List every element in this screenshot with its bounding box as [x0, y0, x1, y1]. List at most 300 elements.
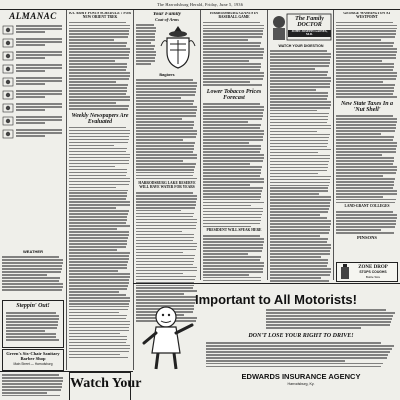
text-line	[270, 101, 331, 103]
text-line	[136, 204, 196, 206]
bottom-left-text	[2, 374, 64, 396]
text-line	[203, 223, 260, 225]
text-line	[206, 354, 388, 356]
text-line	[136, 30, 156, 32]
text-line	[69, 145, 114, 147]
text-line	[69, 249, 117, 251]
text-line	[203, 136, 263, 138]
text-line	[203, 103, 260, 105]
text-line	[336, 33, 396, 35]
text-line	[203, 166, 262, 168]
text-line	[6, 336, 56, 338]
text-line	[6, 327, 57, 329]
text-line	[69, 81, 116, 83]
text-line	[270, 170, 327, 172]
almanac-column	[2, 12, 64, 252]
text-line	[270, 50, 327, 52]
text-line	[69, 195, 127, 197]
text-line	[69, 169, 127, 171]
text-line	[69, 309, 128, 311]
text-line	[136, 160, 183, 162]
text-line	[336, 160, 394, 162]
text-line	[136, 246, 197, 248]
text-line	[203, 115, 263, 117]
column-6	[336, 12, 398, 282]
text-line	[203, 262, 264, 264]
text-line	[2, 262, 63, 264]
text-line	[203, 259, 260, 261]
text-line	[69, 108, 128, 110]
text-line	[69, 291, 119, 293]
text-line	[69, 72, 130, 74]
almanac-pictogram-icon	[2, 129, 14, 139]
text-line	[270, 161, 329, 163]
text-line	[270, 220, 331, 222]
text-line	[69, 336, 127, 338]
zone-drop-tag: STOPS COUGHS	[359, 270, 387, 275]
text-line	[203, 208, 263, 210]
almanac-entry	[2, 38, 64, 48]
text-line	[2, 383, 62, 385]
text-line	[336, 25, 397, 27]
text-line	[203, 217, 261, 219]
text-line	[69, 151, 126, 153]
text-line	[203, 36, 262, 38]
text-line	[69, 136, 129, 138]
text-line	[69, 51, 130, 53]
text-line	[136, 252, 183, 254]
text-line	[136, 112, 196, 114]
text-line	[136, 115, 196, 117]
text-line	[69, 321, 130, 323]
text-line	[16, 54, 62, 56]
text-line	[136, 127, 193, 129]
agency-address: Harrodsburg, Ky.	[287, 382, 315, 386]
text-line	[270, 143, 328, 145]
family-doctor-byline: JOHN JOSEPH GAINES, M.D.	[288, 30, 331, 37]
text-line	[206, 366, 381, 368]
text-line	[136, 118, 182, 120]
text-line	[270, 280, 329, 282]
text-line	[136, 225, 196, 227]
text-line	[203, 199, 260, 201]
text-line	[206, 357, 387, 359]
text-line	[270, 196, 331, 198]
text-line	[136, 234, 194, 236]
text-line	[203, 175, 260, 177]
text-line	[336, 115, 393, 117]
text-line	[69, 54, 129, 56]
text-line	[270, 89, 316, 91]
text-line	[336, 136, 394, 138]
text-line	[69, 252, 130, 254]
column-divider	[66, 10, 67, 370]
text-line	[336, 199, 396, 201]
text-line	[69, 154, 130, 156]
text-line	[270, 92, 328, 94]
coat-of-arms-text	[136, 79, 198, 179]
text-line	[2, 277, 60, 279]
text-line	[69, 187, 116, 189]
weather-box	[2, 250, 64, 298]
text-line	[270, 262, 328, 264]
almanac-entry	[2, 25, 64, 35]
text-line	[136, 178, 197, 180]
text-line	[136, 172, 194, 174]
text-line	[6, 330, 45, 332]
family-doctor-text	[270, 50, 332, 281]
text-line	[69, 327, 129, 329]
text-line	[136, 219, 197, 221]
text-line	[69, 222, 126, 224]
text-line	[69, 330, 129, 332]
text-line	[203, 214, 262, 216]
text-line	[69, 243, 127, 245]
text-line	[270, 83, 330, 85]
westpoint-headline: GEORGE WASHINGTON AT WESTPOINT	[343, 12, 391, 19]
text-line	[336, 57, 396, 59]
almanac-entry	[2, 129, 64, 139]
text-line	[203, 226, 251, 228]
motorists-body	[206, 342, 396, 369]
text-line	[69, 300, 130, 302]
text-line	[69, 351, 129, 353]
text-line	[69, 264, 127, 266]
text-line	[69, 258, 129, 260]
text-line	[16, 106, 62, 108]
text-line	[270, 173, 318, 175]
text-line	[336, 93, 393, 95]
text-line	[136, 48, 154, 50]
text-line	[6, 321, 58, 323]
text-line	[136, 231, 182, 233]
text-line	[336, 60, 382, 62]
text-line	[203, 244, 263, 246]
text-line	[270, 235, 320, 237]
text-line	[336, 202, 395, 204]
text-line	[136, 237, 194, 239]
text-line	[203, 139, 263, 141]
text-line	[203, 157, 264, 159]
text-line	[203, 181, 264, 183]
text-line	[16, 38, 62, 40]
text-line	[69, 228, 117, 230]
text-line	[336, 48, 397, 50]
text-line	[69, 160, 129, 162]
text-line	[2, 374, 59, 376]
text-line	[336, 223, 396, 225]
text-line	[203, 66, 261, 68]
text-line	[203, 184, 250, 186]
ad-top-rule	[133, 283, 400, 284]
giants-text	[203, 22, 265, 86]
text-line	[136, 139, 183, 141]
text-line	[136, 175, 193, 177]
text-line	[270, 122, 327, 124]
text-line	[336, 190, 397, 192]
motorists-headline: Important to All Motorists!	[194, 292, 357, 307]
text-line	[203, 142, 249, 144]
text-line	[69, 312, 119, 314]
text-line	[270, 65, 329, 67]
text-line	[270, 128, 331, 130]
text-line	[136, 45, 155, 47]
text-line	[203, 196, 261, 198]
text-line	[69, 130, 130, 132]
text-line	[136, 88, 196, 90]
text-line	[136, 57, 155, 59]
text-line	[203, 268, 263, 270]
coat-of-arms-side-text	[136, 24, 156, 72]
text-line	[336, 45, 393, 47]
text-line	[203, 247, 263, 249]
text-line	[203, 130, 264, 132]
text-line	[136, 166, 195, 168]
text-line	[69, 270, 118, 272]
text-line	[203, 253, 248, 255]
text-line	[69, 225, 130, 227]
text-line	[16, 57, 45, 59]
text-line	[203, 235, 260, 237]
text-line	[2, 389, 61, 391]
text-line	[203, 190, 262, 192]
text-line	[136, 106, 197, 108]
weather-label: WEATHER	[23, 250, 43, 254]
text-line	[203, 265, 264, 267]
text-line	[203, 211, 263, 213]
text-line	[136, 169, 194, 171]
text-line	[270, 140, 328, 142]
text-line	[336, 211, 393, 213]
text-line	[2, 280, 59, 282]
watch-your-headline: Watch Your	[70, 376, 142, 391]
text-line	[69, 75, 130, 77]
text-line	[16, 80, 62, 82]
text-line	[203, 145, 261, 147]
text-line	[16, 96, 45, 98]
text-line	[336, 139, 393, 141]
text-line	[2, 271, 61, 273]
almanac-pictogram-icon	[2, 51, 14, 61]
text-line	[2, 392, 47, 394]
text-line	[270, 190, 328, 192]
text-line	[270, 155, 330, 157]
text-line	[69, 273, 130, 275]
text-line	[270, 182, 330, 184]
text-line	[69, 148, 127, 150]
text-line	[69, 306, 129, 308]
masthead: The Harrodsburg Herald, Friday, June 5, 1936	[156, 2, 244, 7]
text-line	[69, 255, 129, 257]
text-line	[270, 229, 330, 231]
almanac-pictogram-icon	[2, 116, 14, 126]
column-divider	[200, 10, 201, 280]
text-line	[203, 30, 263, 32]
text-line	[136, 133, 197, 135]
text-line	[6, 339, 59, 341]
text-line	[16, 83, 45, 85]
text-line	[2, 268, 62, 270]
text-line	[69, 201, 130, 203]
text-line	[336, 196, 383, 198]
text-line	[136, 124, 194, 126]
text-line	[270, 223, 331, 225]
text-line	[136, 228, 196, 230]
text-line	[336, 66, 394, 68]
text-line	[336, 63, 394, 65]
text-line	[203, 172, 261, 174]
text-line	[270, 205, 330, 207]
text-line	[270, 208, 329, 210]
text-line	[69, 240, 127, 242]
coat-of-arms-icon	[158, 24, 198, 72]
text-line	[336, 78, 396, 80]
text-line	[2, 259, 63, 261]
text-line	[336, 151, 396, 153]
text-line	[69, 139, 129, 141]
text-line	[270, 53, 331, 55]
text-line	[203, 48, 264, 50]
text-line	[270, 202, 330, 204]
text-line	[336, 28, 397, 30]
text-line	[336, 54, 396, 56]
text-line	[136, 151, 193, 153]
text-line	[2, 377, 63, 379]
text-line	[69, 175, 126, 177]
text-line	[69, 207, 116, 209]
text-line	[336, 90, 394, 92]
text-line	[2, 286, 63, 288]
text-line	[270, 98, 327, 100]
column-5	[270, 12, 332, 282]
text-line	[203, 78, 263, 80]
text-line	[270, 125, 331, 127]
almanac-title: ALMANAC	[9, 12, 57, 21]
text-line	[270, 265, 327, 267]
text-line	[203, 220, 261, 222]
text-line	[336, 81, 383, 83]
text-line	[136, 264, 193, 266]
lower-rule	[0, 371, 133, 372]
text-line	[266, 312, 395, 314]
text-line	[69, 261, 128, 263]
text-line	[270, 271, 331, 273]
text-line	[336, 42, 394, 44]
text-line	[336, 226, 395, 228]
text-line	[69, 190, 128, 192]
text-line	[336, 175, 383, 177]
text-line	[69, 25, 130, 27]
text-line	[270, 250, 330, 252]
text-line	[270, 193, 319, 195]
text-line	[336, 87, 394, 89]
text-line	[270, 68, 315, 70]
text-line	[69, 33, 129, 35]
text-line	[69, 192, 127, 194]
text-line	[336, 229, 381, 231]
text-line	[136, 157, 197, 159]
text-line	[69, 36, 128, 38]
text-line	[16, 51, 62, 53]
bottom-left-column	[2, 374, 64, 400]
text-line	[69, 78, 129, 80]
text-line	[69, 28, 130, 30]
text-line	[266, 324, 390, 326]
text-line	[136, 198, 197, 200]
text-line	[336, 172, 396, 174]
text-line	[336, 214, 397, 216]
text-line	[336, 217, 397, 219]
text-line	[270, 241, 327, 243]
text-line	[336, 121, 397, 123]
text-line	[136, 207, 195, 209]
text-line	[69, 324, 130, 326]
text-line	[203, 163, 250, 165]
text-line	[203, 154, 264, 156]
almanac-pictogram-icon	[2, 64, 14, 74]
text-line	[136, 54, 156, 56]
text-line	[336, 39, 381, 41]
text-line	[270, 80, 331, 82]
text-line	[136, 210, 181, 212]
text-line	[16, 44, 45, 46]
text-line	[270, 62, 330, 64]
text-line	[336, 145, 397, 147]
text-line	[69, 163, 129, 165]
text-line	[69, 142, 128, 144]
text-line	[136, 201, 196, 203]
text-line	[69, 63, 127, 65]
text-line	[69, 354, 120, 356]
text-line	[136, 130, 197, 132]
coat-of-arms-caption: Bagbers	[159, 73, 175, 78]
family-doctor-header	[270, 12, 332, 42]
text-line	[6, 312, 56, 314]
text-line	[69, 294, 126, 296]
lake-reserve-headline: HARRODSBURG LAKE RESERVE WILL HAVE WATER FOR YEARS	[138, 181, 196, 190]
coat-of-arms-title-1: Your Family	[152, 12, 182, 17]
text-line	[270, 259, 328, 261]
text-line	[69, 90, 127, 92]
text-line	[69, 181, 130, 183]
text-line	[203, 160, 263, 162]
text-line	[16, 119, 62, 121]
zone-drop-ad	[336, 262, 398, 282]
text-line	[2, 256, 59, 258]
text-line	[136, 79, 193, 81]
pointing-hand-icon	[136, 303, 196, 373]
text-line	[336, 22, 393, 24]
text-line	[203, 205, 251, 207]
text-line	[203, 238, 264, 240]
text-line	[266, 309, 386, 311]
text-line	[69, 282, 129, 284]
watch-your-ad	[69, 372, 142, 400]
text-line	[336, 169, 397, 171]
text-line	[69, 105, 129, 107]
motorists-ad	[136, 285, 398, 400]
president-text	[203, 235, 265, 281]
text-line	[203, 274, 249, 276]
almanac-entry	[2, 103, 64, 113]
text-line	[16, 122, 45, 124]
text-line	[203, 42, 261, 44]
text-line	[203, 241, 264, 243]
text-line	[69, 184, 129, 186]
text-line	[69, 216, 127, 218]
text-line	[266, 315, 393, 317]
text-line	[270, 185, 329, 187]
